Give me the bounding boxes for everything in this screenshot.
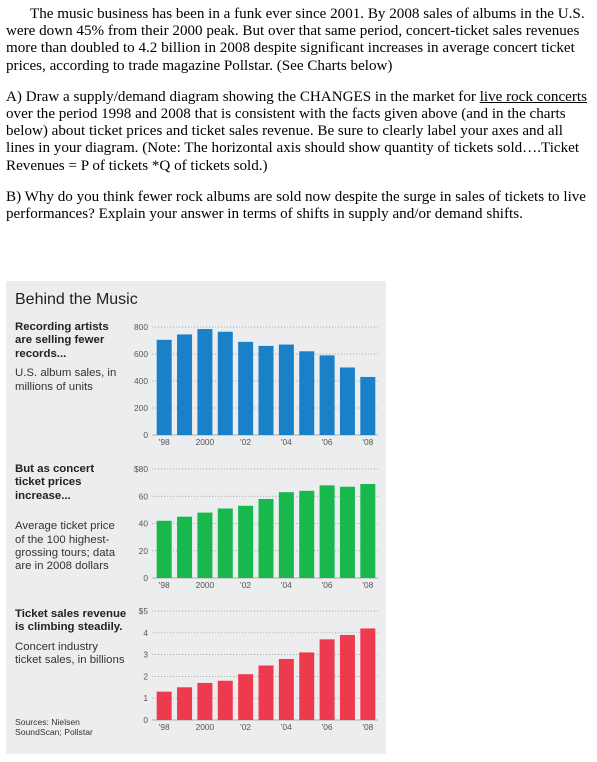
chart1-xtick-label: '04 [280,437,292,447]
sources-line-2: SoundScan; Pollstar [15,727,93,737]
chart2-bar-2002 [238,506,253,578]
chart2-xtick-label: 2000 [195,580,215,590]
chart3-ytick-label: 4 [143,627,148,638]
chart3-ytick-label: 0 [143,715,148,725]
chart3-bar-2006 [320,639,335,720]
chart3-bar-2005 [299,652,314,720]
chart3-xtick-label: '04 [280,722,292,732]
chart3-bar-1999 [177,687,192,720]
chart1-ytick-label: 400 [134,376,148,386]
chart3-bar-2000 [197,683,212,720]
chart3-bar-2008 [360,628,375,720]
chart2-bar-2000 [197,513,212,578]
chart2-ytick-label: 60 [138,491,148,502]
chart3-xtick-label: 2000 [195,722,215,732]
sources-line-1: Sources: Nielsen [15,717,80,727]
question-a-underlined: live rock concerts [479,88,587,105]
chart2-xtick-label: '06 [321,580,333,590]
chart1-bar-2005 [299,351,314,435]
chart3-bar-2003 [259,666,274,721]
chart1-xtick-label: '98 [158,437,170,447]
question-a-part1: A) Draw a supply/demand diagram showing the CHANGES in the market for [6,88,480,105]
chart1-bar-2000 [197,329,212,435]
chart-panel [6,281,386,754]
chart2-bar-2005 [299,491,314,578]
document-text [6,6,590,237]
chart1-bar-2002 [238,342,253,435]
chart3-xtick-label: '98 [158,722,170,732]
bar-charts-svg [6,281,386,754]
chart2-title: But as concert ticket prices increase... [15,463,95,502]
question-a-part2: over the period 1998 and 2008 that is consistent with the facts given above (and in the charts below) about ticket prices and ticket sales revenue. Be sure to clearly label your axes and all lines in your diagram. (Note: The horizontal axis should show quantity of tickets sold….Ticket Revenues = P of tickets *Q of tickets sold.) [6,106,580,174]
chart3-ytick-label: 3 [143,649,148,660]
chart2-bar-2004 [279,492,294,578]
question-a [6,89,590,175]
chart3-bar-2002 [238,674,253,720]
intro-paragraph: The music business has been in a funk ever since 2001. By 2008 sales of albums in the U.S. were down 45% from their 2000 peak. But over that same period, concert-ticket sales revenues more than doubled to 4.2 billion in 2008 despite significant increases in average concert ticket prices, according to trade magazine Pollstar. (See Charts below) [6,6,585,74]
chart2-bar-1998 [157,521,172,578]
chart3-xtick-label: '06 [321,722,333,732]
chart1-bar-2006 [320,355,335,435]
chart1-ytick-label: 800 [134,322,148,332]
chart2-bar-2008 [360,484,375,578]
chart3-bar-2001 [218,681,233,720]
chart1-subtitle: U.S. album sales, in millions of units [15,367,117,393]
chart1-bar-2004 [279,345,294,435]
chart1-bar-2003 [259,346,274,435]
chart3-xtick-label: '02 [240,722,252,732]
chart2-bar-2006 [320,485,335,578]
chart2-bar-1999 [177,517,192,578]
chart1-xtick-label: '02 [240,437,252,447]
chart3-bar-1998 [157,692,172,720]
chart3-ytick-label: $5 [138,606,148,616]
chart2-ytick-label: 20 [138,545,148,556]
chart2-xtick-label: '04 [280,580,292,590]
chart3-subtitle: Concert industry ticket sales, in billions [15,640,125,667]
chart1-bar-1999 [177,334,192,435]
chart1-bar-1998 [157,340,172,435]
chart2-bar-2003 [259,499,274,578]
chart1-xtick-label: 2000 [195,437,215,447]
question-b: B) Why do you think fewer rock albums are sold now despite the surge in sales of tickets to live performances? Explain your answer in terms of shifts in supply and/or demand shifts. [6,188,587,223]
chart3-ytick-label: 2 [143,671,148,682]
chart3-title: Ticket sales revenue is climbing steadily. [15,608,127,634]
chart3-xtick-label: '08 [362,722,374,732]
chart1-xtick-label: '06 [321,437,333,447]
chart2-xtick-label: '02 [240,580,252,590]
chart3-bar-2007 [340,635,355,720]
chart2-subtitle: Average ticket price of the 100 highest-grossing tours; data are in 2008 dollars [15,520,116,573]
panel-title: Behind the Music [15,291,138,308]
chart2-ytick-label: $80 [134,464,148,474]
chart2-ytick-label: 0 [143,573,148,583]
chart1-ytick-label: 0 [143,430,148,440]
chart2-ytick-label: 40 [138,518,148,529]
chart1-xtick-label: '08 [362,437,374,447]
chart3-ytick-label: 1 [143,693,148,704]
chart2-xtick-label: '08 [362,580,374,590]
chart2-bar-2007 [340,487,355,578]
chart1-bar-2007 [340,368,355,436]
chart2-xtick-label: '98 [158,580,170,590]
chart1-bar-2008 [360,377,375,435]
chart1-bar-2001 [218,332,233,435]
chart3-bar-2004 [279,659,294,720]
chart1-title: Recording artists are selling fewer records... [15,321,109,360]
chart2-bar-2001 [218,509,233,578]
chart1-ytick-label: 200 [134,403,148,413]
chart1-ytick-label: 600 [134,349,148,359]
